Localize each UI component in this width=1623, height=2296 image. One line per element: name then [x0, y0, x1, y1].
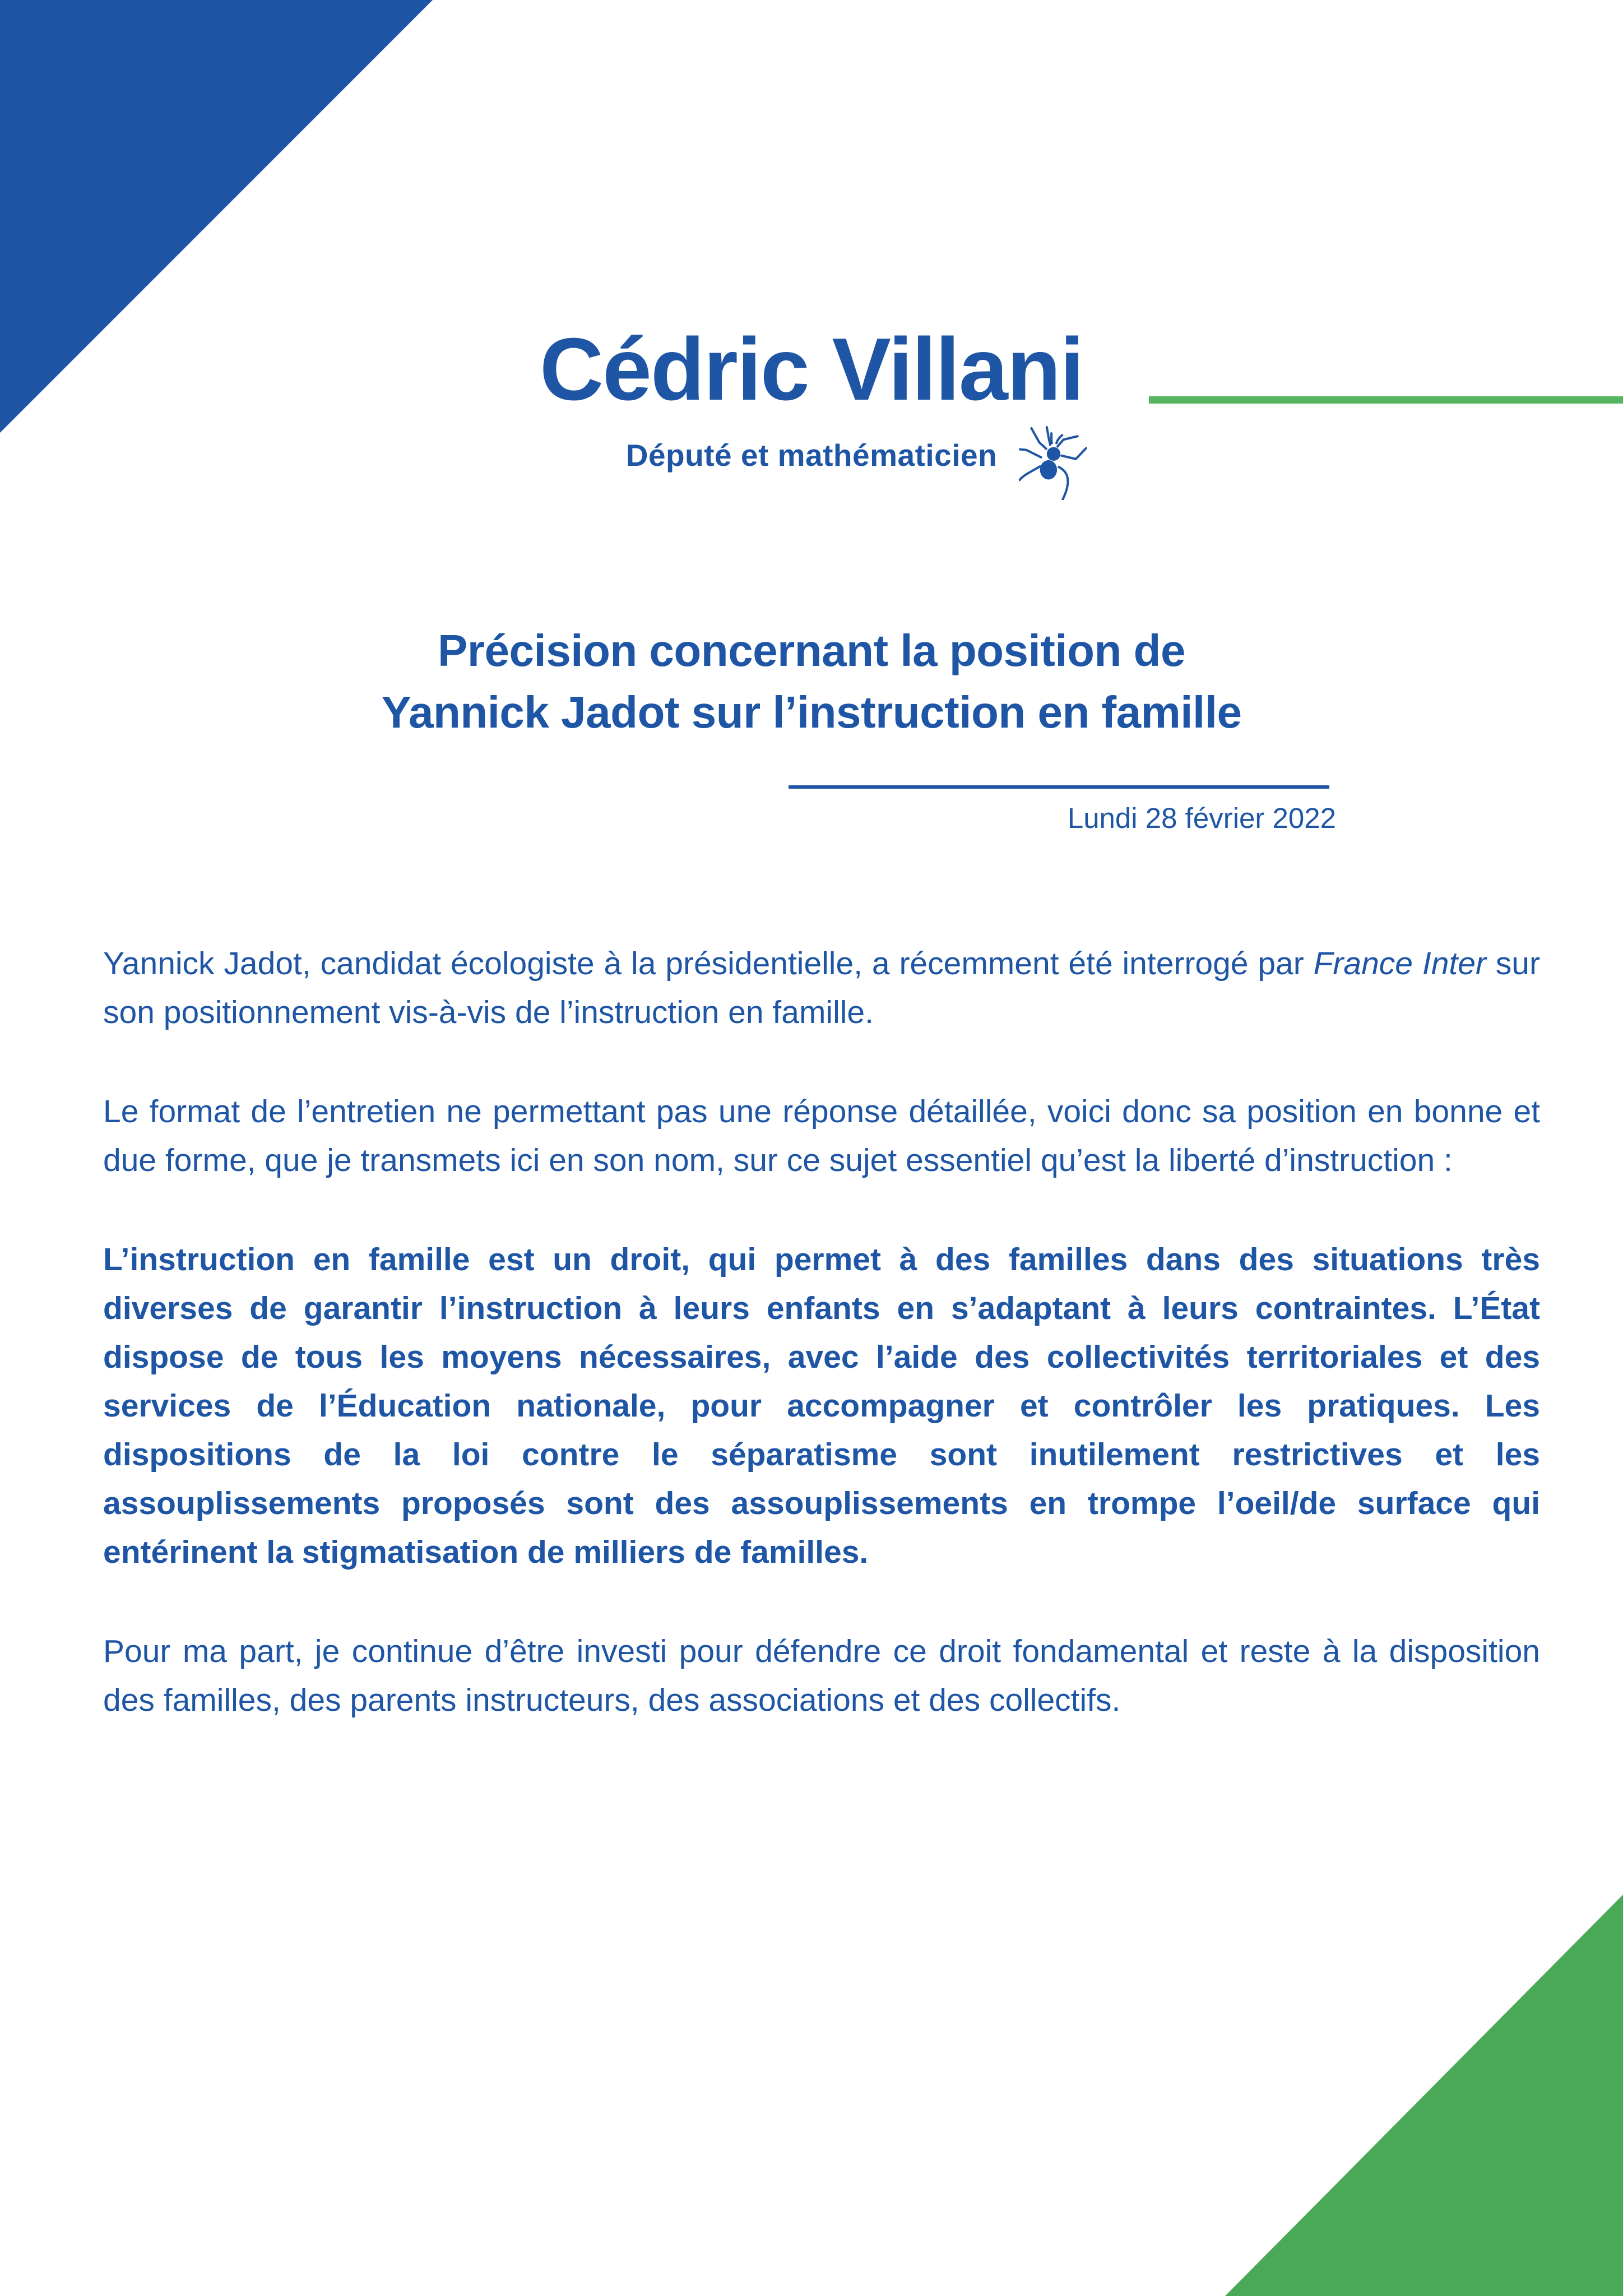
- spider-icon: [1019, 426, 1087, 500]
- green-accent-line: [1149, 396, 1623, 404]
- page-title: Cédric Villani: [539, 320, 1084, 419]
- paragraph-2: Le format de l’entretien ne permettant pas une réponse détaillée, voici donc sa position en bonne et due forme, que je transmets ici en son nom, sur ce sujet essentiel qu’est la liberté d’instruction :: [103, 1094, 1540, 1178]
- paragraph-1: [103, 939, 1540, 1037]
- date-text: Lundi 28 février 2022: [1067, 802, 1336, 834]
- person-role: Député et mathématicien: [625, 438, 998, 473]
- paragraph-1-start: Yannick Jadot, candidat écologiste à la présidentielle, a récemment été interrogé par: [103, 946, 1314, 982]
- body-text: [103, 939, 1540, 1725]
- headline-line-2: Yannick Jadot sur l’instruction en famille: [381, 687, 1242, 737]
- paragraph-3-bold-statement: L’instruction en famille est un droit, qui permet à des familles dans des situations très diverses de garantir l’instruction à leurs enfants en s’adaptant à leurs contraintes. L’État dispose de tous les moyens nécessaires, avec l’aide des collectivités territoriales et des services de l’Éducation nationale, pour accompagner et contrôler les pratiques. Les dispositions de la loi contre le séparatisme sont inutilement restrictives et les assouplissements proposés sont des assouplissements en trompe l’oeil/de surface qui entérinent la stigmatisation de milliers de familles.: [103, 1242, 1540, 1570]
- headline-underline: [789, 785, 1329, 789]
- headline-line-1: Précision concernant la position de: [438, 626, 1185, 675]
- paragraph-1-media-name: France Inter: [1313, 946, 1486, 982]
- green-corner-triangle: [1225, 1895, 1623, 2296]
- paragraph-1-end: sur son positionnement vis-à-vis de l’instruction en famille.: [103, 946, 1540, 1030]
- paragraph-4: Pour ma part, je continue d’être investi pour défendre ce droit fondamental et reste à la disposition des familles, des parents instructeurs, des associations et des collectifs.: [103, 1633, 1540, 1718]
- headline: [0, 620, 1623, 743]
